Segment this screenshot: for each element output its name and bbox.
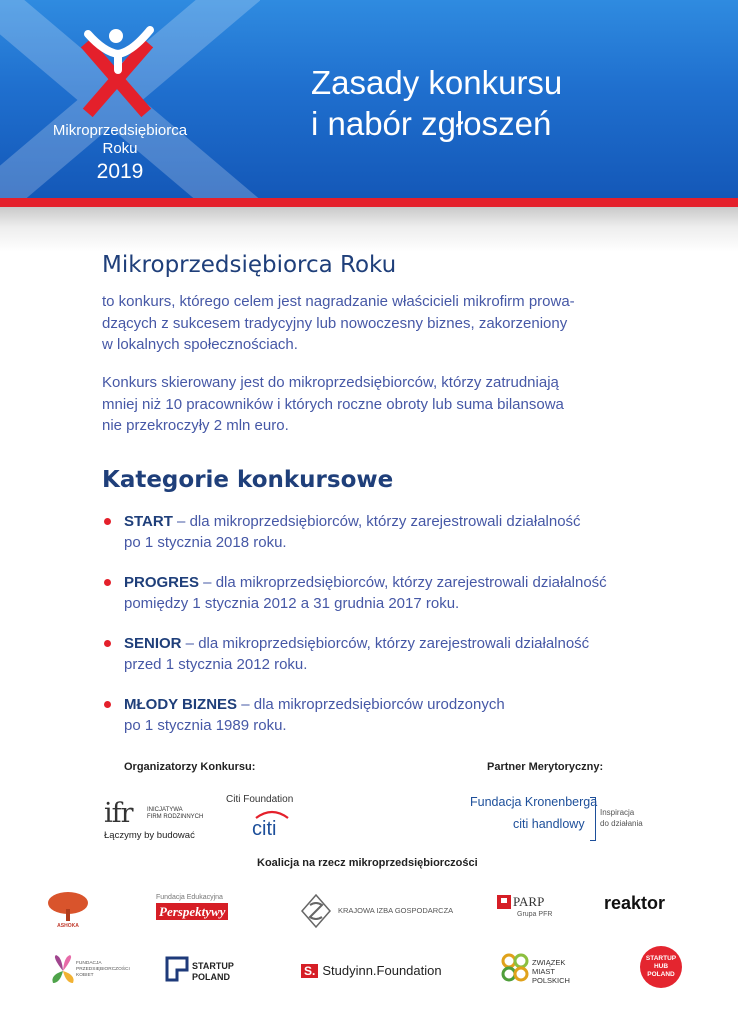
categories-heading: Kategorie konkursowe [102,467,394,493]
parp-icon [497,895,511,909]
logo-roku: Roku [102,140,138,157]
kronenberg-name: Fundacja Kronenberga [470,795,598,809]
coalition-label: Koalicja na rzecz mikroprzedsiębiorczości [257,857,478,869]
parp-logo [497,894,567,924]
citi-handlowy: citi handlowy [513,817,585,831]
studyinn-logo [301,963,442,978]
kronenberg-tagline: Inspiracja do działania [600,808,643,828]
citi-logo-icon [250,808,294,838]
ifr-small-text: INICJATYWA FIRM RODZINNYCH [147,807,204,820]
intro-heading: Mikroprzedsiębiorca Roku [102,252,397,278]
intro-paragraph-1: to konkurs, którego celem jest nagradzanie właścicieli mikrofirm prowa- dzących z sukcesem tradycyjny lub nowoczesny biznes, zakorzeniony w lokalnych społecznościach. [102,293,575,353]
category-name: SENIOR [124,635,182,652]
startup-poland-logo [165,956,245,986]
kronenberg-logo [470,795,680,845]
startup-poland-icon [165,956,189,982]
kronenberg-bracket [590,797,596,841]
categories-list [104,511,664,755]
ifr-logo [104,800,214,846]
logo-figure-icon [78,8,158,118]
bullet-icon [104,701,111,708]
logo-year: 2019 [96,160,144,183]
organizers-label: Organizatorzy Konkursu: [124,761,256,773]
header-banner [0,0,738,198]
zmp-logo [500,952,590,992]
studyinn-s-mark: S. [301,964,318,978]
ifr-slogan: Łączymy by budować [104,830,195,841]
bullet-icon [104,579,111,586]
tree-icon [46,891,90,923]
page-title [311,62,562,144]
ifr-mark: ifr [104,798,133,829]
logo-text [40,122,200,184]
category-item-progres [104,572,664,614]
title-line-2: i nabór zgłoszeń [311,105,552,142]
category-name: START [124,513,173,530]
kig-emblem-icon [300,893,332,929]
kig-logo [300,893,460,929]
intro-paragraph-2: Konkurs skierowany jest do mikroprzedsiębiorców, którzy zatrudniają mniej niż 10 pracowników i których roczne obroty lub suma bilansowa nie przekroczyły 2 mln euro. [102,374,564,434]
ashoka-logo [46,891,90,931]
logo-name: Mikroprzedsiębiorca [52,122,188,139]
citi-foundation-label: Citi Foundation [226,794,294,805]
flower-icon [50,953,76,987]
zmp-text: ZWIĄZEK MIAST POLSKICH [532,958,570,985]
fpk-text: FUNDACJA PRZEDSIĘBIORCZOŚCI KOBIET [76,961,130,978]
startup-poland-text: STARTUP POLAND [192,961,234,982]
ashoka-text: ASHOKA [57,923,79,929]
bullet-icon [104,640,111,647]
parp-sub: Grupa PFR [517,911,553,918]
category-description: – dla mikroprzedsiębiorców, którzy zarejestrowali działalność po 1 stycznia 2018 roku. [124,513,581,551]
kig-text: KRAJOWA IZBA GOSPODARCZA [338,906,454,915]
header-shadow [0,207,738,252]
citi-text: citi [252,818,277,838]
bullet-icon [104,518,111,525]
parp-name: PARP [513,894,545,909]
startup-hub-poland-logo: STARTUP HUB POLAND [640,946,682,988]
category-name: PROGRES [124,574,200,591]
perspektywy-name: Perspektywy [156,903,228,920]
studyinn-name: Studyinn.Foundation [322,963,442,978]
category-item-mlody-biznes [104,694,664,736]
reaktor-logo: reaktor [604,893,666,913]
category-description: – dla mikroprzedsiębiorców, którzy zarejestrowali działalność pomiędzy 1 stycznia 2012 a 31 grudnia 2017 roku. [124,574,607,612]
category-item-senior [104,633,664,675]
header-red-stripe [0,198,738,207]
category-item-start [104,511,664,553]
category-name: MŁODY BIZNES [124,696,238,713]
perspektywy-top: Fundacja Edukacyjna [156,894,223,901]
partner-label: Partner Merytoryczny: [487,761,604,773]
title-line-1: Zasady konkursu [311,64,563,101]
fpk-logo [50,953,130,989]
category-description: – dla mikroprzedsiębiorców urodzonych po 1 stycznia 1989 roku. [124,696,505,734]
perspektywy-logo [156,894,236,924]
zmp-emblem-icon [500,952,530,986]
category-description: – dla mikroprzedsiębiorców, którzy zarejestrowali działalność przed 1 stycznia 2012 roku. [124,635,590,673]
